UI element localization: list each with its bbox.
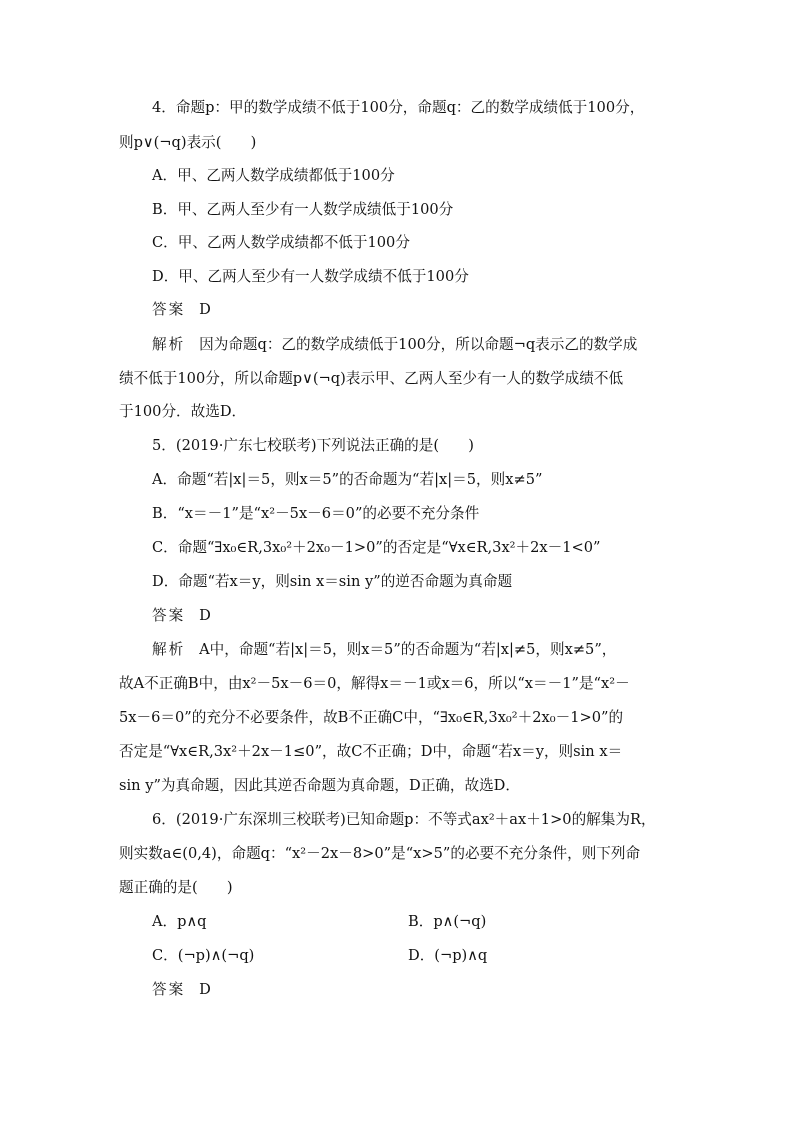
q6-stem-line2: 则实数a∈(0,4)，命题q：“x²－2x－8>0”是“x>5”的必要不充分条件，则下列命 xyxy=(119,845,641,862)
analysis-text: A中，命题“若|x|＝5，则x＝5”的否命题为“若|x|≠5，则x≠5”， xyxy=(199,641,617,658)
answer-value: D xyxy=(199,301,211,318)
analysis-label: 解析 xyxy=(152,641,186,658)
answer-label: 答案 xyxy=(152,981,186,998)
q5-option-b: B．“x＝－1”是“x²－5x－6＝0”的必要不充分条件 xyxy=(152,505,480,522)
q4-analysis-line1 xyxy=(152,335,637,355)
answer-label: 答案 xyxy=(152,301,186,318)
q5-analysis-line3: 5x－6＝0”的充分不必要条件，故B不正确C中，“∃x₀∈R,3x₀²＋2x₀－1>0”的 xyxy=(119,709,624,726)
q4-option-b: B．甲、乙两人至少有一人数学成绩低于100分 xyxy=(152,201,454,218)
q6-stem-line3: 题正确的是( ) xyxy=(119,879,233,896)
q6-answer xyxy=(152,980,211,1000)
q5-option-c: C．命题“∃x₀∈R,3x₀²＋2x₀－1>0”的否定是“∀x∈R,3x²＋2x－1<0” xyxy=(152,539,601,556)
q4-analysis-line3: 于100分．故选D． xyxy=(119,403,247,420)
q5-analysis-line5: sin y”为真命题，因此其逆否命题为真命题，D正确，故选D． xyxy=(119,777,520,794)
q5-analysis-line4: 否定是“∀x∈R,3x²＋2x－1≤0”，故C不正确；D中，命题“若x＝y，则sin x＝ xyxy=(119,743,623,760)
q4-option-c: C．甲、乙两人数学成绩都不低于100分 xyxy=(152,234,410,251)
q6-stem-line1: 6．(2019·广东深圳三校联考)已知命题p：不等式ax²＋ax＋1>0的解集为R， xyxy=(152,811,656,828)
q5-answer xyxy=(152,606,211,626)
q4-stem-line1: 4．命题p：甲的数学成绩不低于100分，命题q：乙的数学成绩低于100分， xyxy=(152,99,645,116)
q5-analysis-line1 xyxy=(152,640,616,660)
q6-option-c: C．(¬p)∧(¬q) xyxy=(152,947,255,964)
q4-analysis-line2: 绩不低于100分，所以命题p∨(¬q)表示甲、乙两人至少有一人的数学成绩不低 xyxy=(119,370,624,387)
answer-label: 答案 xyxy=(152,607,186,624)
q4-stem-line2: 则p∨(¬q)表示( ) xyxy=(119,134,257,151)
q5-option-d: D．命题“若x＝y，则sin x＝sin y”的逆否命题为真命题 xyxy=(152,573,513,590)
analysis-text: 因为命题q：乙的数学成绩低于100分，所以命题¬q表示乙的数学成 xyxy=(199,336,638,353)
q5-stem: 5．(2019·广东七校联考)下列说法正确的是( ) xyxy=(152,437,474,454)
q6-option-b: B．p∧(¬q) xyxy=(408,913,487,930)
q4-answer xyxy=(152,300,211,320)
q5-analysis-line2: 故A不正确B中，由x²－5x－6＝0，解得x＝－1或x＝6，所以“x＝－1”是“x²－ xyxy=(119,675,630,692)
q6-option-a: A．p∧q xyxy=(152,913,207,930)
answer-value: D xyxy=(199,981,211,998)
answer-value: D xyxy=(199,607,211,624)
q6-option-d: D．(¬p)∧q xyxy=(408,947,488,964)
q4-option-d: D．甲、乙两人至少有一人数学成绩不低于100分 xyxy=(152,268,469,285)
analysis-label: 解析 xyxy=(152,336,186,353)
q5-option-a: A．命题“若|x|＝5，则x＝5”的否命题为“若|x|＝5，则x≠5” xyxy=(152,471,543,488)
q4-option-a: A．甲、乙两人数学成绩都低于100分 xyxy=(152,167,395,184)
